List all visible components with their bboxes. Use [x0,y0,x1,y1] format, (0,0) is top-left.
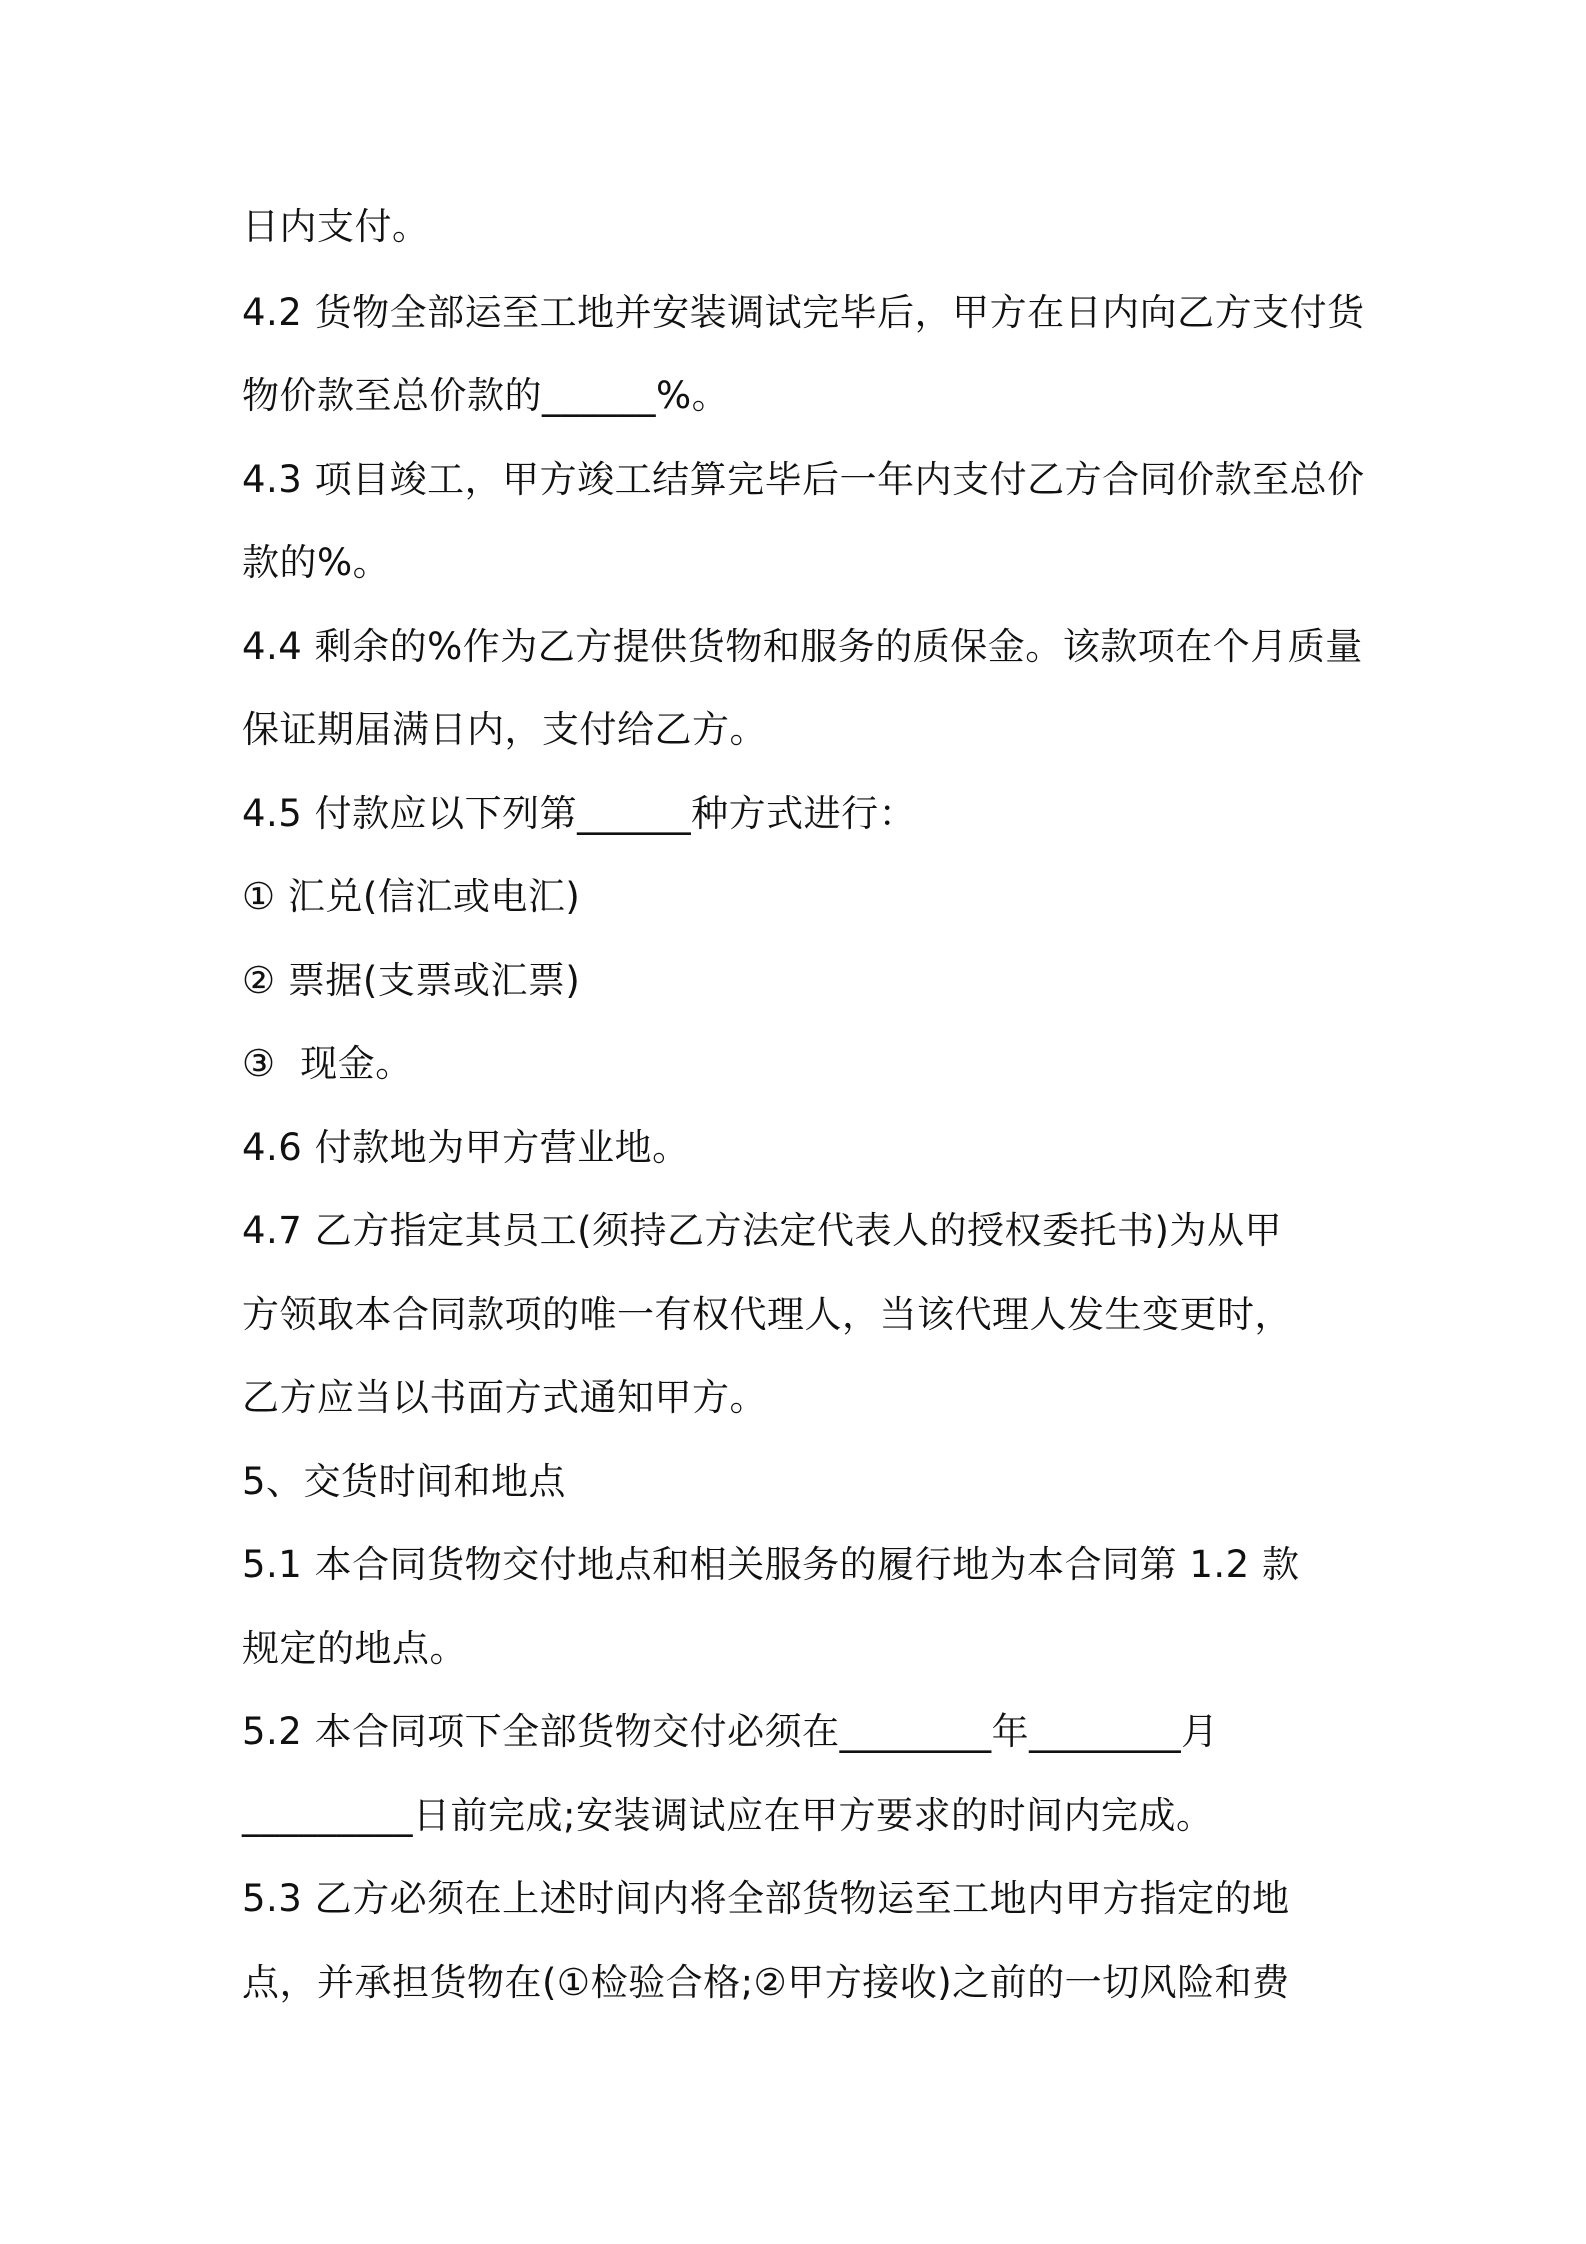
text-line: 4.7 乙方指定其员工(须持乙方法定代表人的授权委托书)为从甲 [242,1209,1282,1252]
text-line: 5.1 本合同货物交付地点和相关服务的履行地为本合同第 1.2 款 [242,1543,1300,1586]
text-line: 4.5 付款应以下列第______种方式进行： [242,792,917,835]
text-line: ② 票据(支票或汇票) [242,959,581,1002]
text-line: 乙方应当以书面方式通知甲方。 [242,1376,767,1419]
text-line: 保证期届满日内，支付给乙方。 [242,708,767,751]
text-line: 4.2 货物全部运至工地并安装调试完毕后，甲方在日内向乙方支付货 [242,291,1365,334]
text-line: 款的%。 [242,541,391,584]
text-line: _________日前完成;安装调试应在甲方要求的时间内完成。 [242,1794,1214,1837]
text-line: 点，并承担货物在(①检验合格;②甲方接收)之前的一切风险和费 [242,1961,1290,2004]
text-line: 方领取本合同款项的唯一有权代理人，当该代理人发生变更时， [242,1293,1292,1336]
text-line: 5.3 乙方必须在上述时间内将全部货物运至工地内甲方指定的地 [242,1877,1290,1920]
text-line: 物价款至总价款的______%。 [242,374,730,417]
text-line: 4.4 剩余的%作为乙方提供货物和服务的质保金。该款项在个月质量 [242,625,1363,668]
section-heading: 5、交货时间和地点 [242,1460,567,1503]
text-line: ① 汇兑(信汇或电汇) [242,875,581,918]
text-line: ③ 现金。 [242,1042,413,1085]
text-line: 4.6 付款地为甲方营业地。 [242,1126,690,1169]
text-line: 规定的地点。 [242,1627,467,1670]
text-line: 4.3 项目竣工，甲方竣工结算完毕后一年内支付乙方合同价款至总价 [242,458,1365,501]
text-line: 5.2 本合同项下全部货物交付必须在________年________月 [242,1710,1219,1753]
text-line: 日内支付。 [242,205,430,248]
